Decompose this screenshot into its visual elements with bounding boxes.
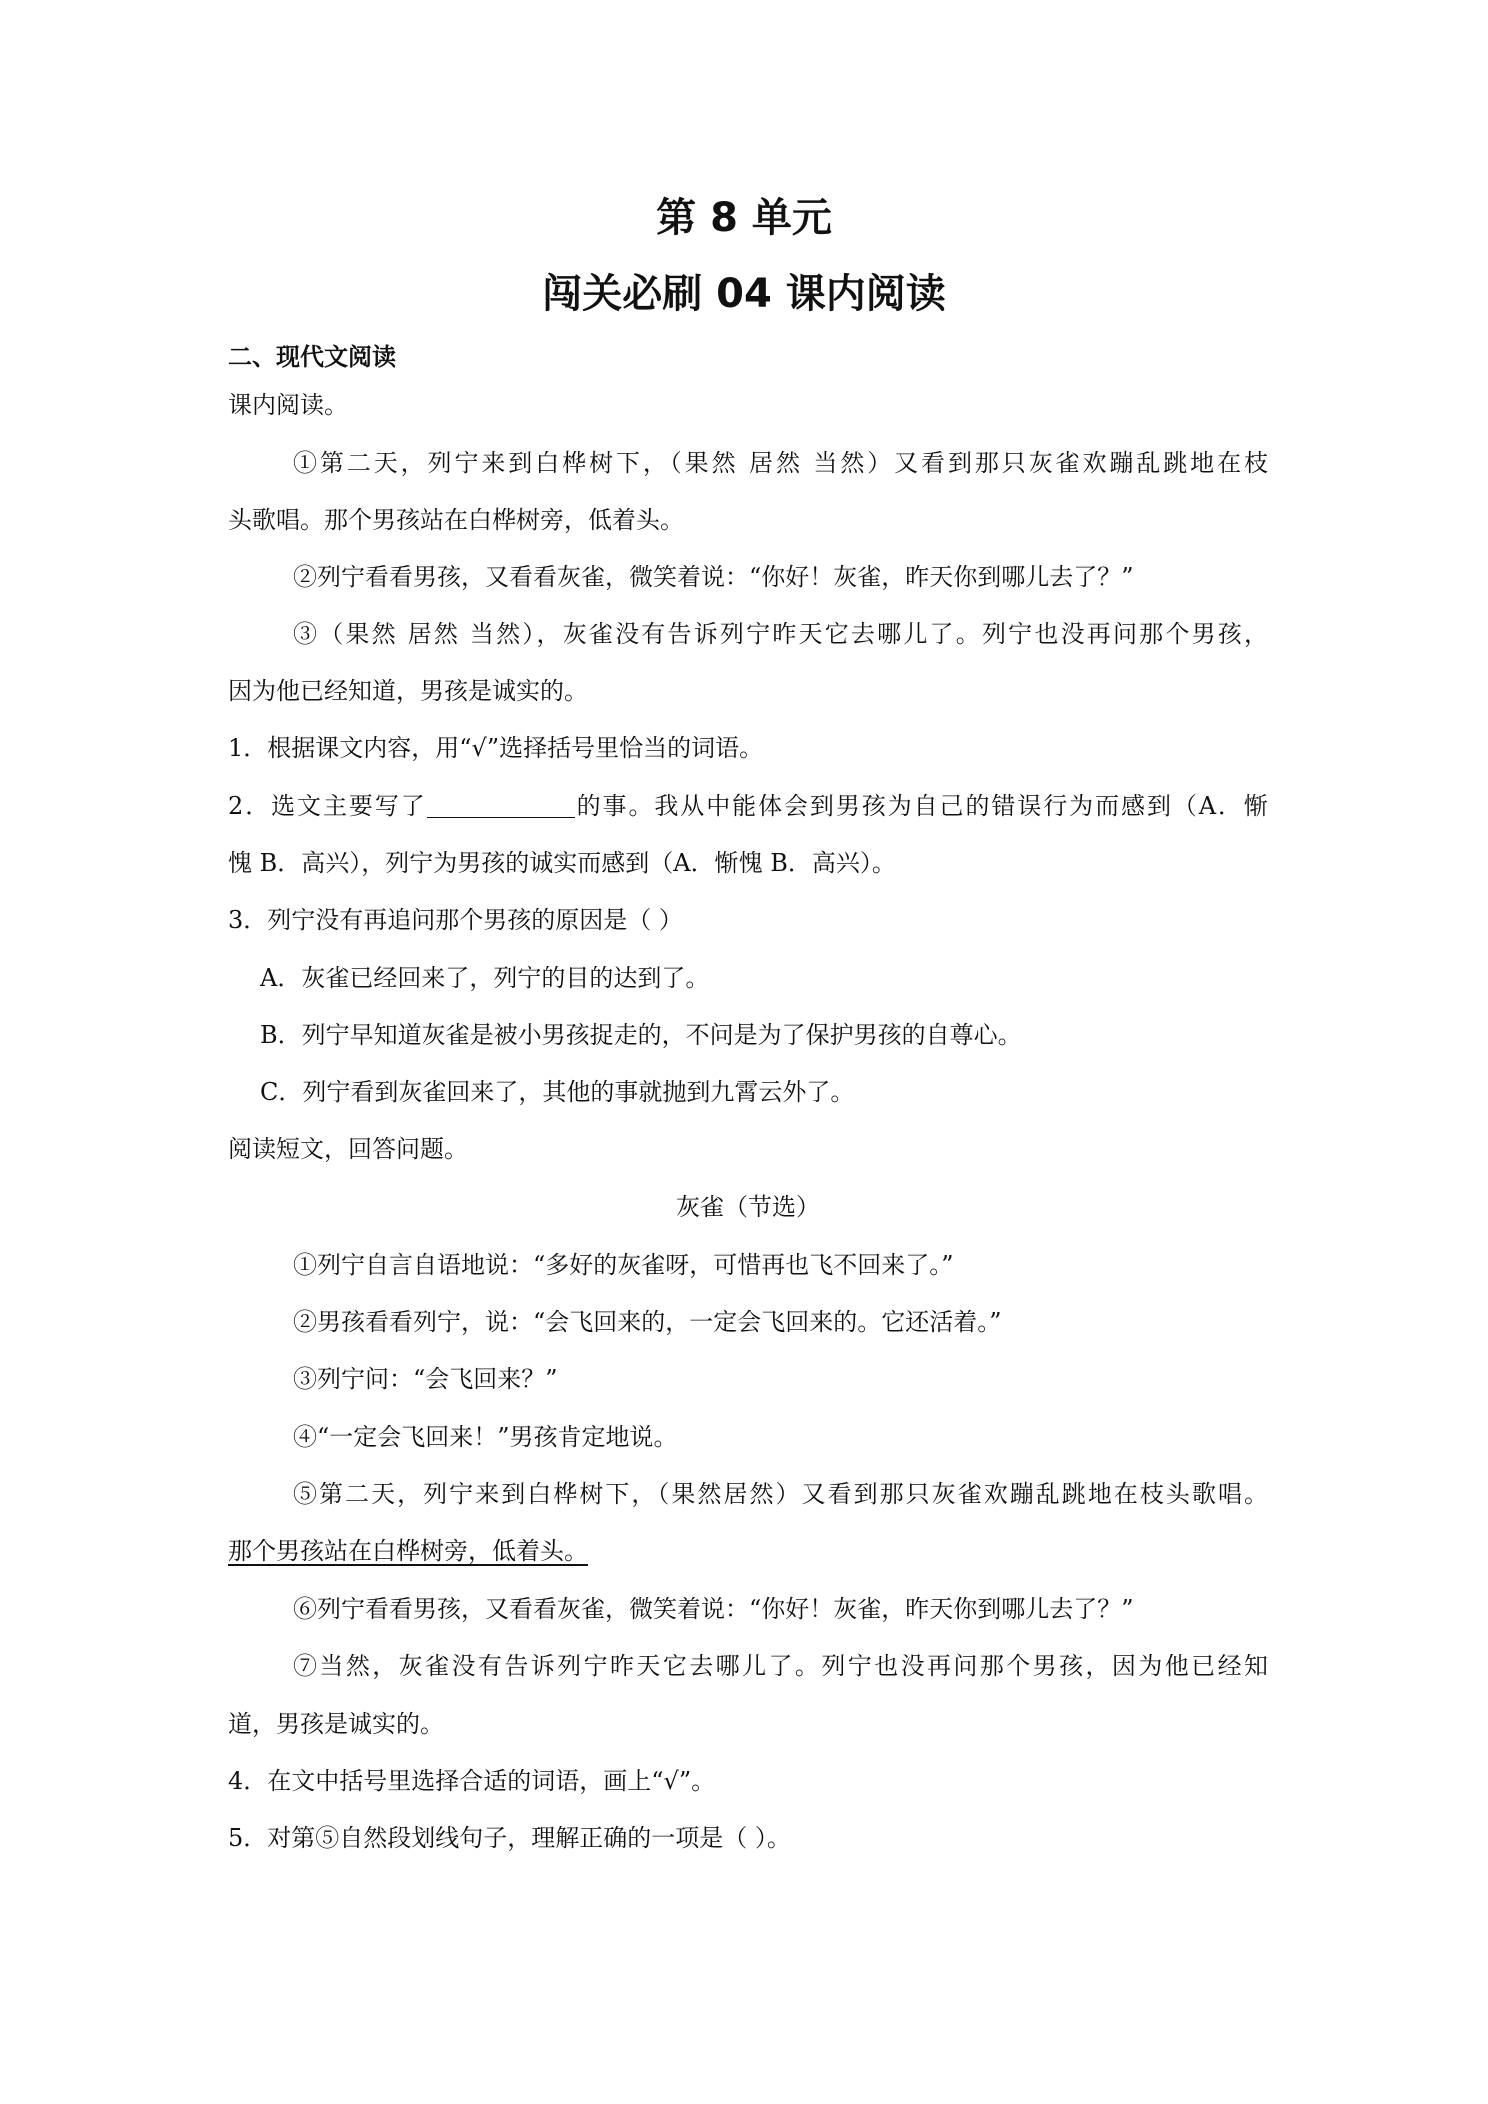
question-2-prefix: 2．选文主要写了	[228, 792, 427, 820]
question-2-suffix: 的事。我从中能体会到男孩为自己的错误行为而感到（A．惭	[574, 792, 1268, 820]
question-2-line-2: 愧 B．高兴），列宁为男孩的诚实而感到（A．惭愧 B．高兴）。	[228, 849, 896, 877]
passage-paragraph-7-line-2: 道，男孩是诚实的。	[228, 1710, 444, 1738]
passage-paragraph-5-line-2	[228, 1534, 1268, 1568]
question-2-line-1	[228, 789, 1268, 823]
passage-paragraph-5-line-1: ⑤第二天，列宁来到白桦树下，（果然居然）又看到那只灰雀欢蹦乱跳地在枝头歌唱。	[293, 1480, 1268, 1508]
part2-intro: 阅读短文，回答问题。	[228, 1135, 468, 1163]
passage-title: 灰雀（节选）	[676, 1193, 820, 1221]
passage-paragraph-3: ③列宁问：“会飞回来？”	[293, 1365, 558, 1393]
underlined-sentence: 那个男孩站在白桦树旁，低着头。	[228, 1537, 588, 1565]
question-5: 5．对第⑤自然段划线句子，理解正确的一项是（ ）。	[228, 1824, 791, 1852]
part1-paragraph-3-line-2: 因为他已经知道，男孩是诚实的。	[228, 677, 588, 705]
part1-paragraph-2: ②列宁看看男孩，又看看灰雀，微笑着说：“你好！灰雀，昨天你到哪儿去了？”	[293, 563, 1134, 591]
passage-paragraph-4: ④“一定会飞回来！”男孩肯定地说。	[293, 1423, 678, 1451]
question-1: 1．根据课文内容，用“√”选择括号里恰当的词语。	[228, 734, 764, 762]
question-3-option-a: A．灰雀已经回来了，列宁的目的达到了。	[260, 964, 710, 992]
question-3-option-b: B．列宁早知道灰雀是被小男孩捉走的，不问是为了保护男孩的自尊心。	[260, 1021, 1022, 1049]
part1-paragraph-3-line-1: ③（果然 居然 当然），灰雀没有告诉列宁昨天它去哪儿了。列宁也没再问那个男孩，	[293, 620, 1268, 648]
question-4: 4．在文中括号里选择合适的词语，画上“√”。	[228, 1767, 716, 1795]
question-3-option-c: C．列宁看到灰雀回来了，其他的事就抛到九霄云外了。	[260, 1078, 855, 1106]
passage-paragraph-1: ①列宁自言自语地说：“多好的灰雀呀，可惜再也飞不回来了。”	[293, 1251, 954, 1279]
answer-blank[interactable]	[427, 791, 575, 818]
question-3: 3．列宁没有再追问那个男孩的原因是（ ）	[228, 906, 683, 934]
part1-paragraph-1-line-1: ①第二天，列宁来到白桦树下，（果然 居然 当然）又看到那只灰雀欢蹦乱跳地在枝	[293, 449, 1268, 477]
section-heading: 二、现代文阅读	[228, 343, 396, 371]
part1-intro: 课内阅读。	[228, 391, 348, 419]
part1-paragraph-1-line-2: 头歌唱。那个男孩站在白桦树旁，低着头。	[228, 506, 684, 534]
page-title: 闯关必刷 04 课内阅读	[542, 271, 946, 317]
passage-paragraph-2: ②男孩看看列宁，说：“会飞回来的，一定会飞回来的。它还活着。”	[293, 1308, 1002, 1336]
passage-paragraph-7-line-1: ⑦当然，灰雀没有告诉列宁昨天它去哪儿了。列宁也没再问那个男孩，因为他已经知	[293, 1652, 1268, 1680]
unit-heading: 第 8 单元	[656, 195, 832, 241]
passage-paragraph-6: ⑥列宁看看男孩，又看看灰雀，微笑着说：“你好！灰雀，昨天你到哪儿去了？”	[293, 1595, 1134, 1623]
